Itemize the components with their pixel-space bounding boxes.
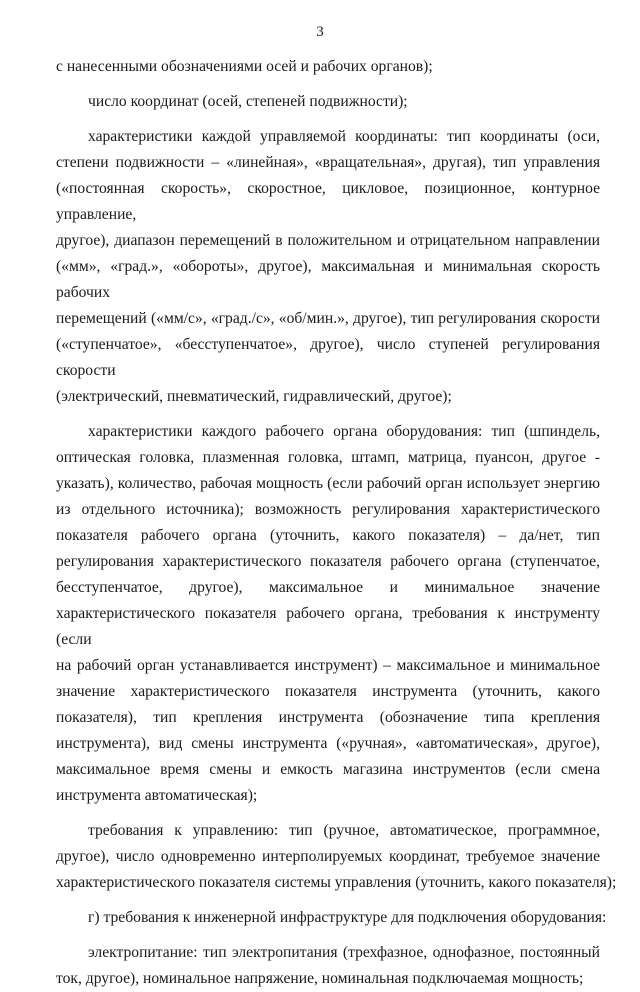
text-line: характеристического показателя рабочего органа, требования к инструменту (если — [56, 605, 600, 648]
text-line: показателя), тип крепления инструмента (обозначение типа крепления — [56, 709, 600, 726]
text-line: указать), количество, рабочая мощность (если рабочий орган использует энергию — [56, 475, 600, 492]
text-line: из отдельного источника); возможность регулирования характеристического — [56, 501, 600, 518]
text-line: характеристического показателя системы управления (уточнить, какого показателя); — [56, 874, 617, 891]
text-line: инструмента), вид смены инструмента («ручная», «автоматическая», другое), — [56, 735, 600, 752]
text-line: характеристики каждого рабочего органа оборудования: тип (шпиндель, — [88, 423, 600, 440]
text-line: на рабочий орган устанавливается инструмент) – максимальное и минимальное — [56, 657, 600, 674]
text-line: бесступенчатое, другое), максимальное и минимальное значение — [56, 579, 600, 596]
text-line: значение характеристического показателя инструмента (уточнить, какого — [56, 683, 600, 700]
text-line: число координат (осей, степеней подвижности); — [88, 93, 408, 110]
text-line: инструмента автоматическая); — [56, 787, 258, 804]
text-line: с нанесенными обозначениями осей и рабочих органов); — [56, 58, 433, 75]
text-line: показателя рабочего органа (уточнить, какого показателя) – да/нет, тип — [56, 527, 600, 544]
text-line: (электрический, пневматический, гидравлический, другое); — [56, 388, 452, 405]
text-line: максимальное время смены и емкость магазина инструментов (если смена — [56, 761, 600, 778]
text-line: характеристики каждой управляемой координаты: тип координаты (оси, — [88, 128, 600, 145]
text-line: («ступенчатое», «бесступенчатое», другое), число ступеней регулирования скорости — [56, 336, 600, 379]
text-line: ток, другое), номинальное напряжение, номинальная подключаемая мощность; — [56, 970, 584, 987]
page-number: 3 — [316, 24, 324, 40]
text-line: перемещений («мм/с», «град./с», «об/мин.», другое), тип регулирования скорости — [56, 310, 600, 327]
text-line: другое), число одновременно интерполируемых координат, требуемое значение — [56, 848, 600, 865]
text-line: другое), диапазон перемещений в положительном и отрицательном направлении — [56, 232, 600, 249]
text-line: регулирования характеристического показателя рабочего органа (ступенчатое, — [56, 553, 600, 570]
section-heading-line: г) требования к инженерной инфраструктуре для подключения оборудования: — [88, 909, 607, 926]
text-line: («постоянная скорость», скоростное, цикловое, позиционное, контурное управление, — [56, 180, 600, 223]
text-line: степени подвижности – «линейная», «вращательная», другая), тип управления — [56, 154, 600, 171]
text-line: электропитание: тип электропитания (трехфазное, однофазное, постоянный — [88, 944, 600, 961]
document-body — [56, 54, 617, 992]
text-line: требования к управлению: тип (ручное, автоматическое, программное, — [88, 822, 600, 839]
text-line: оптическая головка, плазменная головка, штамп, матрица, пуансон, другое - — [56, 449, 600, 466]
text-line: («мм», «град.», «обороты», другое), максимальная и минимальная скорость рабочих — [56, 258, 600, 301]
